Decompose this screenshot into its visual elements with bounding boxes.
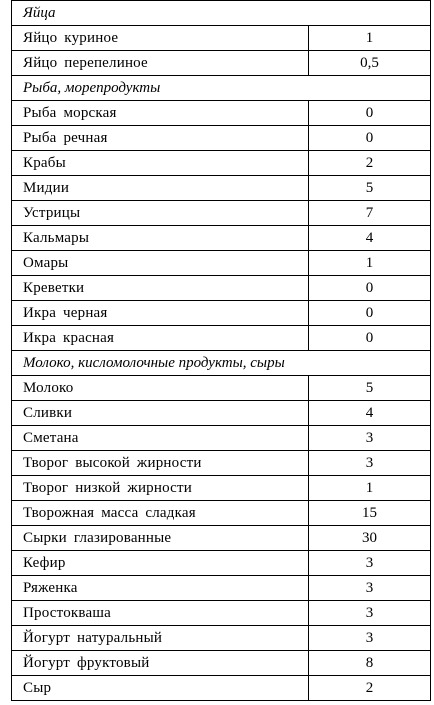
table-row — [12, 301, 431, 326]
table-row — [12, 576, 431, 601]
product-value: 1 — [309, 26, 431, 51]
product-name: Кальмары — [12, 226, 309, 251]
product-value: 8 — [309, 651, 431, 676]
product-name: Сливки — [12, 401, 309, 426]
table-row — [12, 476, 431, 501]
table-row — [12, 176, 431, 201]
product-value: 0 — [309, 276, 431, 301]
table-row — [12, 26, 431, 51]
table-row — [12, 226, 431, 251]
table-row — [12, 626, 431, 651]
product-value: 5 — [309, 176, 431, 201]
product-value: 30 — [309, 526, 431, 551]
product-value: 2 — [309, 676, 431, 701]
product-name: Устрицы — [12, 201, 309, 226]
table-row — [12, 51, 431, 76]
section-header-row — [12, 1, 431, 26]
product-value: 0 — [309, 126, 431, 151]
table-row — [12, 601, 431, 626]
table-row — [12, 501, 431, 526]
product-value: 2 — [309, 151, 431, 176]
product-value: 3 — [309, 426, 431, 451]
table-row — [12, 126, 431, 151]
table-row — [12, 326, 431, 351]
table-row — [12, 551, 431, 576]
product-value: 3 — [309, 601, 431, 626]
product-name: Икра красная — [12, 326, 309, 351]
table-row — [12, 151, 431, 176]
table-row — [12, 101, 431, 126]
product-name: Творог высокой жирности — [12, 451, 309, 476]
product-name: Йогурт фруктовый — [12, 651, 309, 676]
product-value: 3 — [309, 576, 431, 601]
product-name: Йогурт натуральный — [12, 626, 309, 651]
product-value: 7 — [309, 201, 431, 226]
product-value: 3 — [309, 451, 431, 476]
product-name: Кефир — [12, 551, 309, 576]
table-row — [12, 201, 431, 226]
product-value: 1 — [309, 476, 431, 501]
table-row — [12, 276, 431, 301]
product-name: Креветки — [12, 276, 309, 301]
table-row — [12, 526, 431, 551]
table-body — [12, 1, 431, 701]
product-name: Молоко — [12, 376, 309, 401]
product-value: 15 — [309, 501, 431, 526]
section-header-row — [12, 351, 431, 376]
product-name: Рыба морская — [12, 101, 309, 126]
product-name: Сыр — [12, 676, 309, 701]
product-name: Яйцо перепелиное — [12, 51, 309, 76]
table-row — [12, 376, 431, 401]
table-row — [12, 651, 431, 676]
product-name: Крабы — [12, 151, 309, 176]
product-name: Ряженка — [12, 576, 309, 601]
product-value: 1 — [309, 251, 431, 276]
food-table — [11, 0, 431, 701]
product-value: 3 — [309, 626, 431, 651]
product-value: 4 — [309, 226, 431, 251]
table-row — [12, 676, 431, 701]
product-name: Сметана — [12, 426, 309, 451]
product-value: 3 — [309, 551, 431, 576]
product-name: Сырки глазированные — [12, 526, 309, 551]
product-name: Икра черная — [12, 301, 309, 326]
product-name: Творог низкой жирности — [12, 476, 309, 501]
section-title: Яйца — [12, 1, 431, 26]
product-value: 0,5 — [309, 51, 431, 76]
product-value: 0 — [309, 101, 431, 126]
product-value: 5 — [309, 376, 431, 401]
product-name: Рыба речная — [12, 126, 309, 151]
product-name: Творожная масса сладкая — [12, 501, 309, 526]
table-row — [12, 251, 431, 276]
table-row — [12, 426, 431, 451]
product-value: 0 — [309, 326, 431, 351]
section-header-row — [12, 76, 431, 101]
product-value: 4 — [309, 401, 431, 426]
product-name: Простокваша — [12, 601, 309, 626]
section-title: Рыба, морепродукты — [12, 76, 431, 101]
product-name: Мидии — [12, 176, 309, 201]
product-name: Омары — [12, 251, 309, 276]
table-row — [12, 451, 431, 476]
table-row — [12, 401, 431, 426]
section-title: Молоко, кисломолочные продукты, сыры — [12, 351, 431, 376]
product-name: Яйцо куриное — [12, 26, 309, 51]
product-value: 0 — [309, 301, 431, 326]
